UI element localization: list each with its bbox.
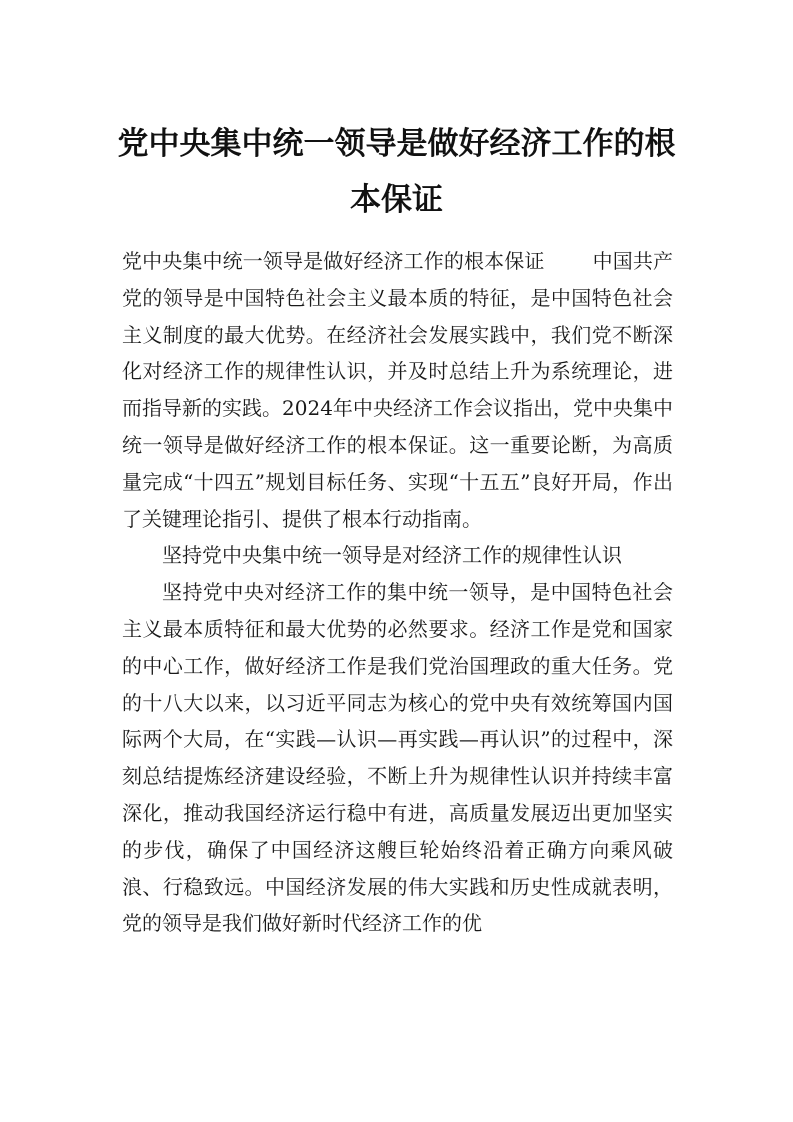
section-heading: 坚持党中央集中统一领导是对经济工作的规律性认识 [162,543,622,568]
paragraph-text: 中国共产党的领导是中国特色社会主义最本质的特征，是中国特色社会主义制度的最大优势。在经济社会发展实践中，我们党不断深化对经济工作的规律性认识，并及时总结上升为系统理论，进而指导新的实践。2024年中央经济工作会议指出，党中央集中统一领导是做好经济工作的根本保证。这一重要论断，为高质量完成“十四五”规划目标任务、实现“十五五”良好开局，作出了关键理论指引、提供了根本行动指南。 [122,249,674,531]
document-body [122,243,673,942]
document-title: 党中央集中统一领导是做好经济工作的根本保证 [117,126,676,218]
paragraph-lead: 党中央集中统一领导是做好经济工作的根本保证 [122,249,545,273]
paragraph-body: 坚持党中央对经济工作的集中统一领导，是中国特色社会主义最本质特征和最大优势的必然要求。经济工作是党和国家的中心工作，做好经济工作是我们党治国理政的重大任务。党的十八大以来，以习近平同志为核心的党中央有效统筹国内国际两个大局，在“实践—认识—再实践—再认识”的过程中，深刻总结提炼经济建设经验，不断上升为规律性认识并持续丰富深化，推动我国经济运行稳中有进，高质量发展迈出更加坚实的步伐，确保了中国经济这艘巨轮始终沿着正确方向乘风破浪、行稳致远。中国经济发展的伟大实践和历史性成就表明，党的领导是我们做好新时代经济工作的优 [122,580,673,936]
paragraph-intro [122,243,673,537]
